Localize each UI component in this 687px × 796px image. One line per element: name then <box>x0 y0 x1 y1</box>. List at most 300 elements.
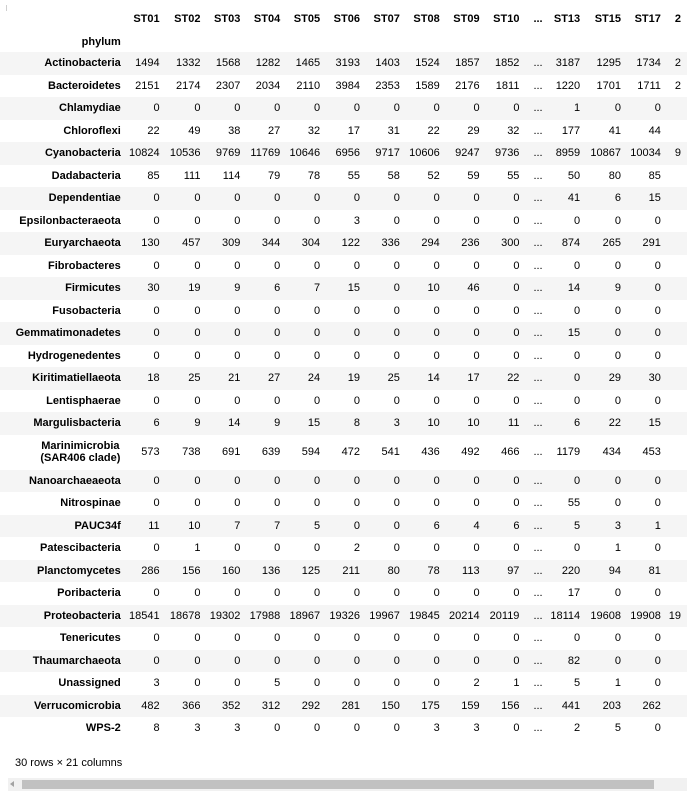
row-index-label: Poribacteria <box>57 587 121 600</box>
table-cell: 11769 <box>246 142 286 165</box>
column-header: ST08 <box>413 13 440 25</box>
table-cell: 17988 <box>246 605 286 628</box>
table-cell: 262 <box>627 695 667 718</box>
table-cell: 0 <box>574 542 581 555</box>
column-header: ST13 <box>553 13 581 25</box>
table-cell: 203 <box>586 695 627 718</box>
row-index-label: Chloroflexi <box>63 124 121 137</box>
table-cell: 0 <box>393 304 400 317</box>
table-cell: 0 <box>614 497 622 510</box>
table-cell: 0 <box>654 304 661 317</box>
table-cell <box>667 537 687 560</box>
table-cell: 175 <box>406 695 446 718</box>
table-cell: 0 <box>486 97 526 120</box>
table-cell: 10606 <box>406 142 446 165</box>
column-header: ST15 <box>594 13 622 25</box>
table-cell <box>667 300 687 323</box>
table-cell: 44 <box>648 124 661 137</box>
table-cell: ... <box>525 560 545 583</box>
table-cell: 1857 <box>446 52 486 75</box>
table-cell: 0 <box>654 722 661 735</box>
table-cell: 15 <box>326 277 366 300</box>
table-cell: 0 <box>313 304 321 317</box>
table-cell: 0 <box>153 214 160 227</box>
column-header: ST06 <box>333 13 360 25</box>
table-cell: 0 <box>574 259 581 272</box>
table-cell: 6956 <box>326 142 366 165</box>
table-cell: 1 <box>545 97 586 120</box>
table-cell: ... <box>533 214 543 227</box>
table-row <box>0 672 687 695</box>
table-row <box>0 255 687 278</box>
table-cell: 10824 <box>125 142 166 165</box>
table-cell: 294 <box>406 232 446 255</box>
table-cell: ... <box>525 515 545 538</box>
table-cell: 55 <box>347 169 360 182</box>
table-cell: 0 <box>654 632 661 645</box>
table-cell: 9247 <box>446 142 486 165</box>
table-cell: 5 <box>614 722 622 735</box>
table-cell: 0 <box>366 322 406 345</box>
table-cell: 1465 <box>286 52 326 75</box>
index-name-row <box>0 32 687 52</box>
table-cell: 0 <box>286 97 326 120</box>
table-cell: 94 <box>586 560 627 583</box>
table-cell <box>667 277 687 300</box>
table-cell: 0 <box>153 304 160 317</box>
table-cell: 1 <box>627 515 667 538</box>
table-cell: 0 <box>274 587 281 600</box>
table-cell: 0 <box>433 259 440 272</box>
table-cell: 1524 <box>406 52 446 75</box>
table-cell: 10 <box>406 277 446 300</box>
table-row <box>0 142 687 165</box>
table-cell: 0 <box>446 650 486 673</box>
table-cell <box>667 345 687 368</box>
table-cell: 4 <box>446 515 486 538</box>
table-cell: 492 <box>461 446 480 458</box>
table-cell: 594 <box>301 446 321 458</box>
table-cell: 0 <box>326 470 366 493</box>
table-row <box>0 695 687 718</box>
table-cell: 0 <box>326 187 366 210</box>
table-cell: 0 <box>234 632 241 645</box>
table-cell: 20214 <box>446 605 486 628</box>
table-cell: 2110 <box>296 79 321 92</box>
table-cell: 0 <box>393 349 400 362</box>
table-cell: 0 <box>274 304 281 317</box>
table-cell: 97 <box>486 560 526 583</box>
table-body <box>0 52 687 740</box>
table-cell <box>667 367 687 390</box>
table-cell <box>667 582 687 605</box>
row-index-label: Dependentiae <box>0 187 125 210</box>
table-cell: 312 <box>246 695 286 718</box>
table-cell: 0 <box>574 632 581 645</box>
table-row <box>0 187 687 210</box>
row-index-label: Epsilonbacteraeota <box>19 214 121 227</box>
table-cell: 9 <box>166 412 207 435</box>
table-row <box>0 300 687 323</box>
table-cell: 1568 <box>206 52 246 75</box>
table-cell <box>667 627 687 650</box>
table-cell: 9 <box>206 277 246 300</box>
table-cell: 0 <box>473 259 480 272</box>
table-cell: 6 <box>246 277 286 300</box>
table-cell: 0 <box>234 304 241 317</box>
table-cell: 9717 <box>366 142 406 165</box>
table-cell: 0 <box>274 214 281 227</box>
table-cell <box>667 412 687 435</box>
table-cell: 3 <box>353 214 360 227</box>
table-cell: 19326 <box>326 605 366 628</box>
table-cell: 3 <box>586 515 627 538</box>
table-cell: 0 <box>446 470 486 493</box>
table-cell: 874 <box>545 232 586 255</box>
table-cell: 0 <box>574 394 581 407</box>
table-cell: 0 <box>586 470 627 493</box>
table-cell: 6 <box>586 187 627 210</box>
table-cell <box>667 717 687 740</box>
column-header: ST05 <box>293 13 321 25</box>
table-cell: 15 <box>545 322 586 345</box>
table-cell <box>667 97 687 120</box>
table-cell: ... <box>525 142 545 165</box>
row-index-label: Tenericutes <box>59 632 121 645</box>
table-cell: 2 <box>473 677 480 690</box>
table-cell: 29 <box>586 367 627 390</box>
table-cell: 0 <box>627 322 667 345</box>
table-cell: ... <box>533 169 543 182</box>
table-cell: 0 <box>234 214 241 227</box>
row-index-label: Actinobacteria <box>0 52 125 75</box>
table-cell: 1811 <box>495 79 520 92</box>
table-cell: 17 <box>446 367 486 390</box>
table-cell: 11 <box>125 515 166 538</box>
table-row <box>0 322 687 345</box>
table-cell <box>667 560 687 583</box>
table-cell: 0 <box>286 470 326 493</box>
table-cell: 81 <box>627 560 667 583</box>
table-cell: 29 <box>467 124 480 137</box>
table-cell: 0 <box>194 394 201 407</box>
table-cell: 0 <box>654 497 661 510</box>
table-cell: 0 <box>433 304 440 317</box>
table-cell: 2 <box>667 52 687 75</box>
table-cell: 7 <box>206 515 246 538</box>
table-cell: 9769 <box>206 142 246 165</box>
table-cell: 0 <box>194 632 201 645</box>
table-cell: 0 <box>433 214 440 227</box>
scrollbar-thumb[interactable] <box>22 780 654 789</box>
table-cell: 1711 <box>637 79 661 92</box>
table-cell: 22 <box>586 412 627 435</box>
table-cell <box>667 322 687 345</box>
table-cell: 466 <box>501 446 520 458</box>
table-row <box>0 165 687 188</box>
table-cell: 309 <box>206 232 246 255</box>
table-cell: 0 <box>446 97 486 120</box>
table-cell: 639 <box>261 446 281 458</box>
column-header: ST17 <box>634 13 661 25</box>
table-cell: 738 <box>182 446 201 458</box>
table-row <box>0 345 687 368</box>
table-cell: 15 <box>627 412 667 435</box>
table-cell: 27 <box>267 124 281 137</box>
table-cell: 1701 <box>596 79 622 92</box>
table-cell: 0 <box>234 587 241 600</box>
table-cell: ... <box>533 446 543 458</box>
table-cell: 0 <box>194 497 201 510</box>
table-cell: 691 <box>221 446 241 458</box>
table-cell: 0 <box>473 349 480 362</box>
table-cell <box>667 232 687 255</box>
table-cell: 156 <box>166 560 207 583</box>
table-cell: 0 <box>153 349 160 362</box>
table-cell: 0 <box>393 722 400 735</box>
table-cell: 0 <box>586 650 627 673</box>
table-cell: 0 <box>206 187 246 210</box>
table-cell: 19 <box>166 277 207 300</box>
table-cell: 0 <box>393 214 400 227</box>
table-cell <box>667 470 687 493</box>
table-cell: 136 <box>246 560 286 583</box>
table-cell: 22 <box>147 124 160 137</box>
table-cell: 0 <box>406 470 446 493</box>
table-cell: 0 <box>627 650 667 673</box>
table-cell: 0 <box>654 214 661 227</box>
table-row <box>0 435 687 470</box>
table-cell: 0 <box>326 515 366 538</box>
table-cell: 0 <box>433 677 440 690</box>
table-cell: 0 <box>194 259 201 272</box>
table-cell: 0 <box>654 677 661 690</box>
table-cell: 0 <box>246 97 286 120</box>
table-cell: 0 <box>326 97 366 120</box>
table-cell: 0 <box>513 214 520 227</box>
table-cell: 0 <box>393 542 400 555</box>
table-row <box>0 277 687 300</box>
table-cell <box>667 672 687 695</box>
table-cell: ... <box>533 632 543 645</box>
table-cell <box>667 187 687 210</box>
table-cell: 0 <box>513 259 520 272</box>
table-cell: 2174 <box>175 79 201 92</box>
table-cell: 19 <box>326 367 366 390</box>
horizontal-scrollbar[interactable] <box>8 778 687 791</box>
table-cell: 0 <box>313 349 321 362</box>
table-cell: 0 <box>125 187 166 210</box>
table-cell: 9 <box>586 277 627 300</box>
table-cell: ... <box>525 605 545 628</box>
table-cell: 0 <box>166 97 207 120</box>
table-cell: ... <box>525 367 545 390</box>
table-cell: 18 <box>125 367 166 390</box>
table-cell: 0 <box>246 650 286 673</box>
table-cell: 82 <box>545 650 586 673</box>
table-cell: 18967 <box>286 605 326 628</box>
table-cell: 24 <box>286 367 326 390</box>
table-cell: 291 <box>627 232 667 255</box>
table-cell: 453 <box>642 446 661 458</box>
table-cell: 30 <box>627 367 667 390</box>
table-cell: 0 <box>194 349 201 362</box>
column-header: ST02 <box>174 13 201 25</box>
table-cell: 0 <box>545 367 586 390</box>
table-cell: 0 <box>313 542 321 555</box>
table-cell: 0 <box>353 632 360 645</box>
table-cell: 0 <box>206 650 246 673</box>
row-index-label: Euryarchaeota <box>0 232 125 255</box>
table-cell: 0 <box>313 497 321 510</box>
table-cell: 1179 <box>556 446 581 458</box>
table-cell <box>667 255 687 278</box>
table-cell: 281 <box>326 695 366 718</box>
table-cell <box>667 120 687 143</box>
table-cell: 0 <box>406 97 446 120</box>
table-cell: 0 <box>654 394 661 407</box>
table-cell: 2034 <box>255 79 281 92</box>
table-cell: 10646 <box>286 142 326 165</box>
table-cell: ... <box>525 470 545 493</box>
table-cell: 0 <box>473 394 480 407</box>
table-cell: 0 <box>513 587 520 600</box>
table-cell: 2353 <box>375 79 400 92</box>
table-cell: 32 <box>507 124 520 137</box>
table-cell: 0 <box>627 470 667 493</box>
table-cell: 0 <box>486 187 526 210</box>
table-cell: 0 <box>627 97 667 120</box>
table-cell: 10 <box>166 515 207 538</box>
table-cell: 344 <box>246 232 286 255</box>
table-cell <box>667 165 687 188</box>
table-cell: 0 <box>313 587 321 600</box>
chevron-left-icon[interactable] <box>10 781 14 787</box>
table-cell: ... <box>533 124 543 137</box>
table-cell: 9 <box>246 412 286 435</box>
table-cell: 0 <box>446 187 486 210</box>
table-cell: 3984 <box>335 79 360 92</box>
table-cell: 0 <box>206 97 246 120</box>
table-cell: ... <box>525 187 545 210</box>
table-cell: 0 <box>486 277 526 300</box>
table-cell: 0 <box>654 349 661 362</box>
table-row <box>0 492 687 515</box>
table-cell: 1852 <box>486 52 526 75</box>
table-cell: 3 <box>473 722 480 735</box>
table-cell: 2 <box>674 79 681 92</box>
table-cell: 10867 <box>586 142 627 165</box>
table-cell: 14 <box>545 277 586 300</box>
table-cell: 0 <box>326 650 366 673</box>
table-cell: 0 <box>274 722 281 735</box>
table-cell: 0 <box>614 394 622 407</box>
table-cell: 0 <box>366 650 406 673</box>
table-cell: 0 <box>153 497 160 510</box>
table-cell: 0 <box>393 587 400 600</box>
table-cell: 3193 <box>326 52 366 75</box>
table-cell: 52 <box>427 169 440 182</box>
table-cell: 286 <box>125 560 166 583</box>
table-cell: 160 <box>206 560 246 583</box>
row-index-label: Lentisphaerae <box>46 394 121 407</box>
table-cell: 78 <box>406 560 446 583</box>
table-cell: 22 <box>486 367 526 390</box>
table-cell: 0 <box>406 650 446 673</box>
table-cell: 8 <box>153 722 160 735</box>
table-cell: ... <box>525 695 545 718</box>
table-cell: ... <box>533 542 543 555</box>
table-cell: 0 <box>433 394 440 407</box>
table-row <box>0 390 687 413</box>
table-cell: 10034 <box>627 142 667 165</box>
table-cell: 1 <box>513 677 520 690</box>
table-cell: 0 <box>246 187 286 210</box>
table-cell: 304 <box>286 232 326 255</box>
table-cell: 0 <box>366 515 406 538</box>
table-cell: 15 <box>627 187 667 210</box>
table-cell: 0 <box>574 304 581 317</box>
table-row <box>0 650 687 673</box>
table-cell: 0 <box>194 304 201 317</box>
table-cell: 59 <box>467 169 480 182</box>
table-row <box>0 717 687 740</box>
row-index-label: Planctomycetes <box>0 560 125 583</box>
table-cell: 2 <box>353 542 360 555</box>
table-cell: 38 <box>228 124 241 137</box>
table-cell: 220 <box>545 560 586 583</box>
table-cell: 1 <box>194 542 201 555</box>
table-cell: 18114 <box>545 605 586 628</box>
table-cell: 0 <box>393 632 400 645</box>
table-row <box>0 75 687 98</box>
column-header: ST10 <box>493 13 520 25</box>
row-index-label: Proteobacteria <box>0 605 125 628</box>
table-cell: 0 <box>627 277 667 300</box>
table-cell: 79 <box>267 169 281 182</box>
table-cell: 541 <box>381 446 400 458</box>
table-cell: 58 <box>387 169 400 182</box>
table-cell: 0 <box>313 394 321 407</box>
table-cell: 0 <box>234 677 241 690</box>
table-cell: 10 <box>446 412 486 435</box>
column-header: ST04 <box>253 13 281 25</box>
table-cell: 122 <box>326 232 366 255</box>
table-cell: 0 <box>313 214 321 227</box>
table-cell: 0 <box>353 304 360 317</box>
table-cell: 8 <box>326 412 366 435</box>
table-cell: 0 <box>393 677 400 690</box>
table-cell: 0 <box>513 304 520 317</box>
column-header: ST03 <box>214 13 241 25</box>
table-cell: 434 <box>602 446 622 458</box>
table-cell: 1220 <box>555 79 581 92</box>
table-cell <box>667 390 687 413</box>
row-index-label: Margulisbacteria <box>0 412 125 435</box>
table-cell: 156 <box>486 695 526 718</box>
table-cell: 0 <box>366 97 406 120</box>
table-cell: 55 <box>507 169 520 182</box>
table-cell: 0 <box>574 214 581 227</box>
table-cell: 457 <box>166 232 207 255</box>
table-cell: 0 <box>473 304 480 317</box>
table-cell: 0 <box>433 587 440 600</box>
table-cell: 0 <box>433 542 440 555</box>
table-cell: 9736 <box>486 142 526 165</box>
table-cell: 10 <box>406 412 446 435</box>
table-cell: ... <box>525 97 545 120</box>
table-cell: 21 <box>206 367 246 390</box>
